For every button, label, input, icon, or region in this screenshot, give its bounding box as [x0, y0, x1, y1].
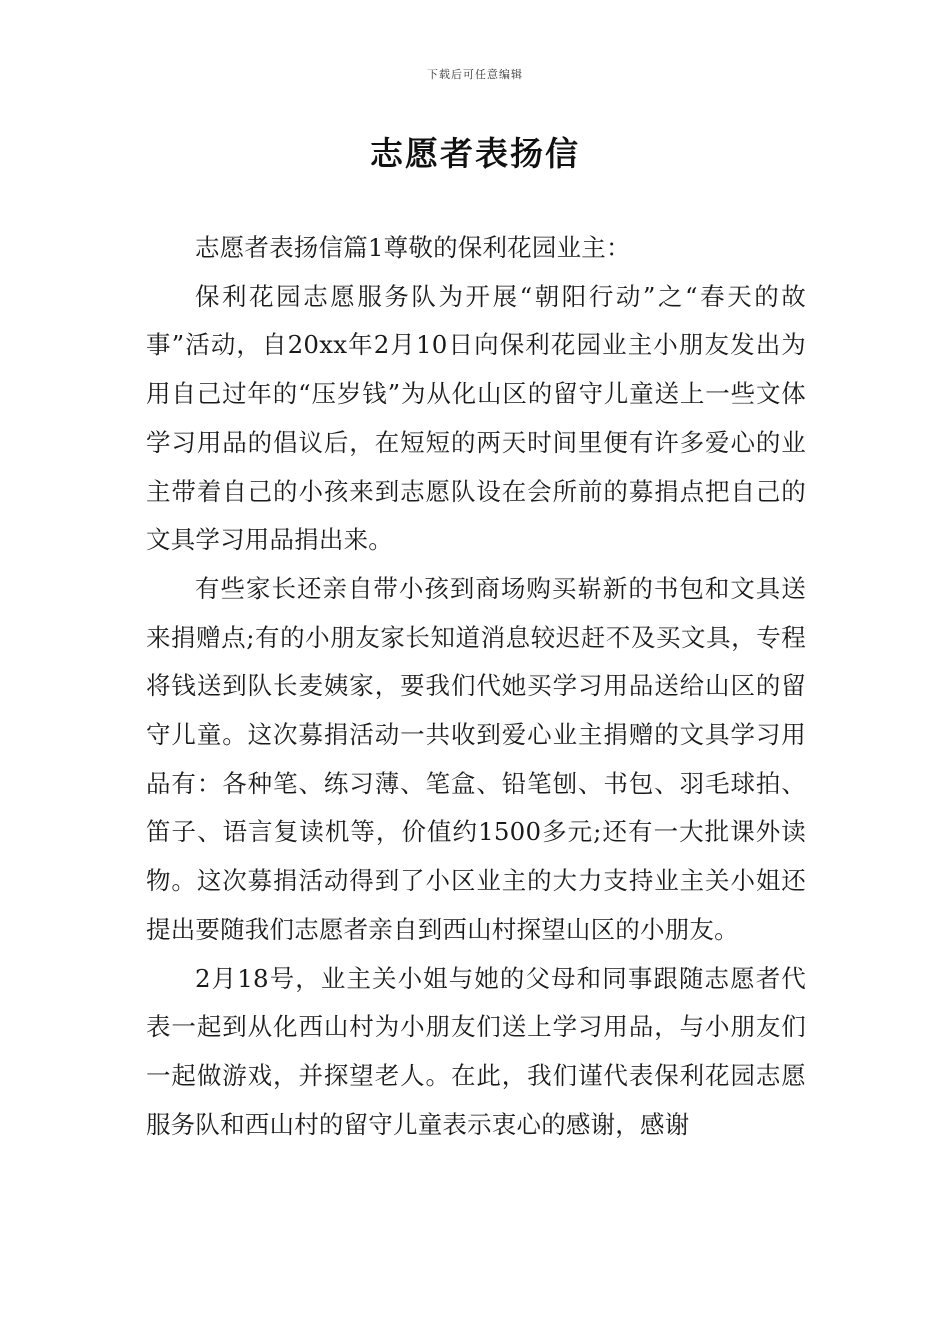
- document-title: 志愿者表扬信: [370, 134, 580, 173]
- header-note: 下载后可任意编辑: [427, 68, 523, 81]
- paragraph: 保利花园志愿服务队为开展“朝阳行动”之“春天的故事”活动，自20xx年2月10日向保利花园业主小朋友发出为用自己过年的“压岁钱”为从化山区的留守儿童送上一些文体学习用品的倡议后，在短短的两天时间里便有许多爱心的业主带着自己的小孩来到志愿队设在会所前的募捐点把自己的文具学习用品捐出来。: [146, 281, 806, 555]
- paragraph: 有些家长还亲自带小孩到商场购买崭新的书包和文具送来捐赠点;有的小朋友家长知道消息较迟赶不及买文具，专程将钱送到队长麦姨家，要我们代她买学习用品送给山区的留守儿童。这次募捐活动一共收到爱心业主捐赠的文具学习用品有：各种笔、练习薄、笔盒、铅笔刨、书包、羽毛球拍、笛子、语言复读机等，价值约1500多元;还有一大批课外读物。这次募捐活动得到了小区业主的大力支持业主关小姐还提出要随我们志愿者亲自到西山村探望山区的小朋友。: [146, 573, 806, 944]
- paragraph: 2月18号，业主关小姐与她的父母和同事跟随志愿者代表一起到从化西山村为小朋友们送上学习用品，与小朋友们一起做游戏，并探望老人。在此，我们谨代表保利花园志愿服务队和西山村的留守儿童表示衷心的感谢，感谢: [146, 963, 806, 1139]
- paragraph: 志愿者表扬信篇1尊敬的保利花园业主：: [195, 233, 631, 262]
- document-body: [146, 224, 806, 1149]
